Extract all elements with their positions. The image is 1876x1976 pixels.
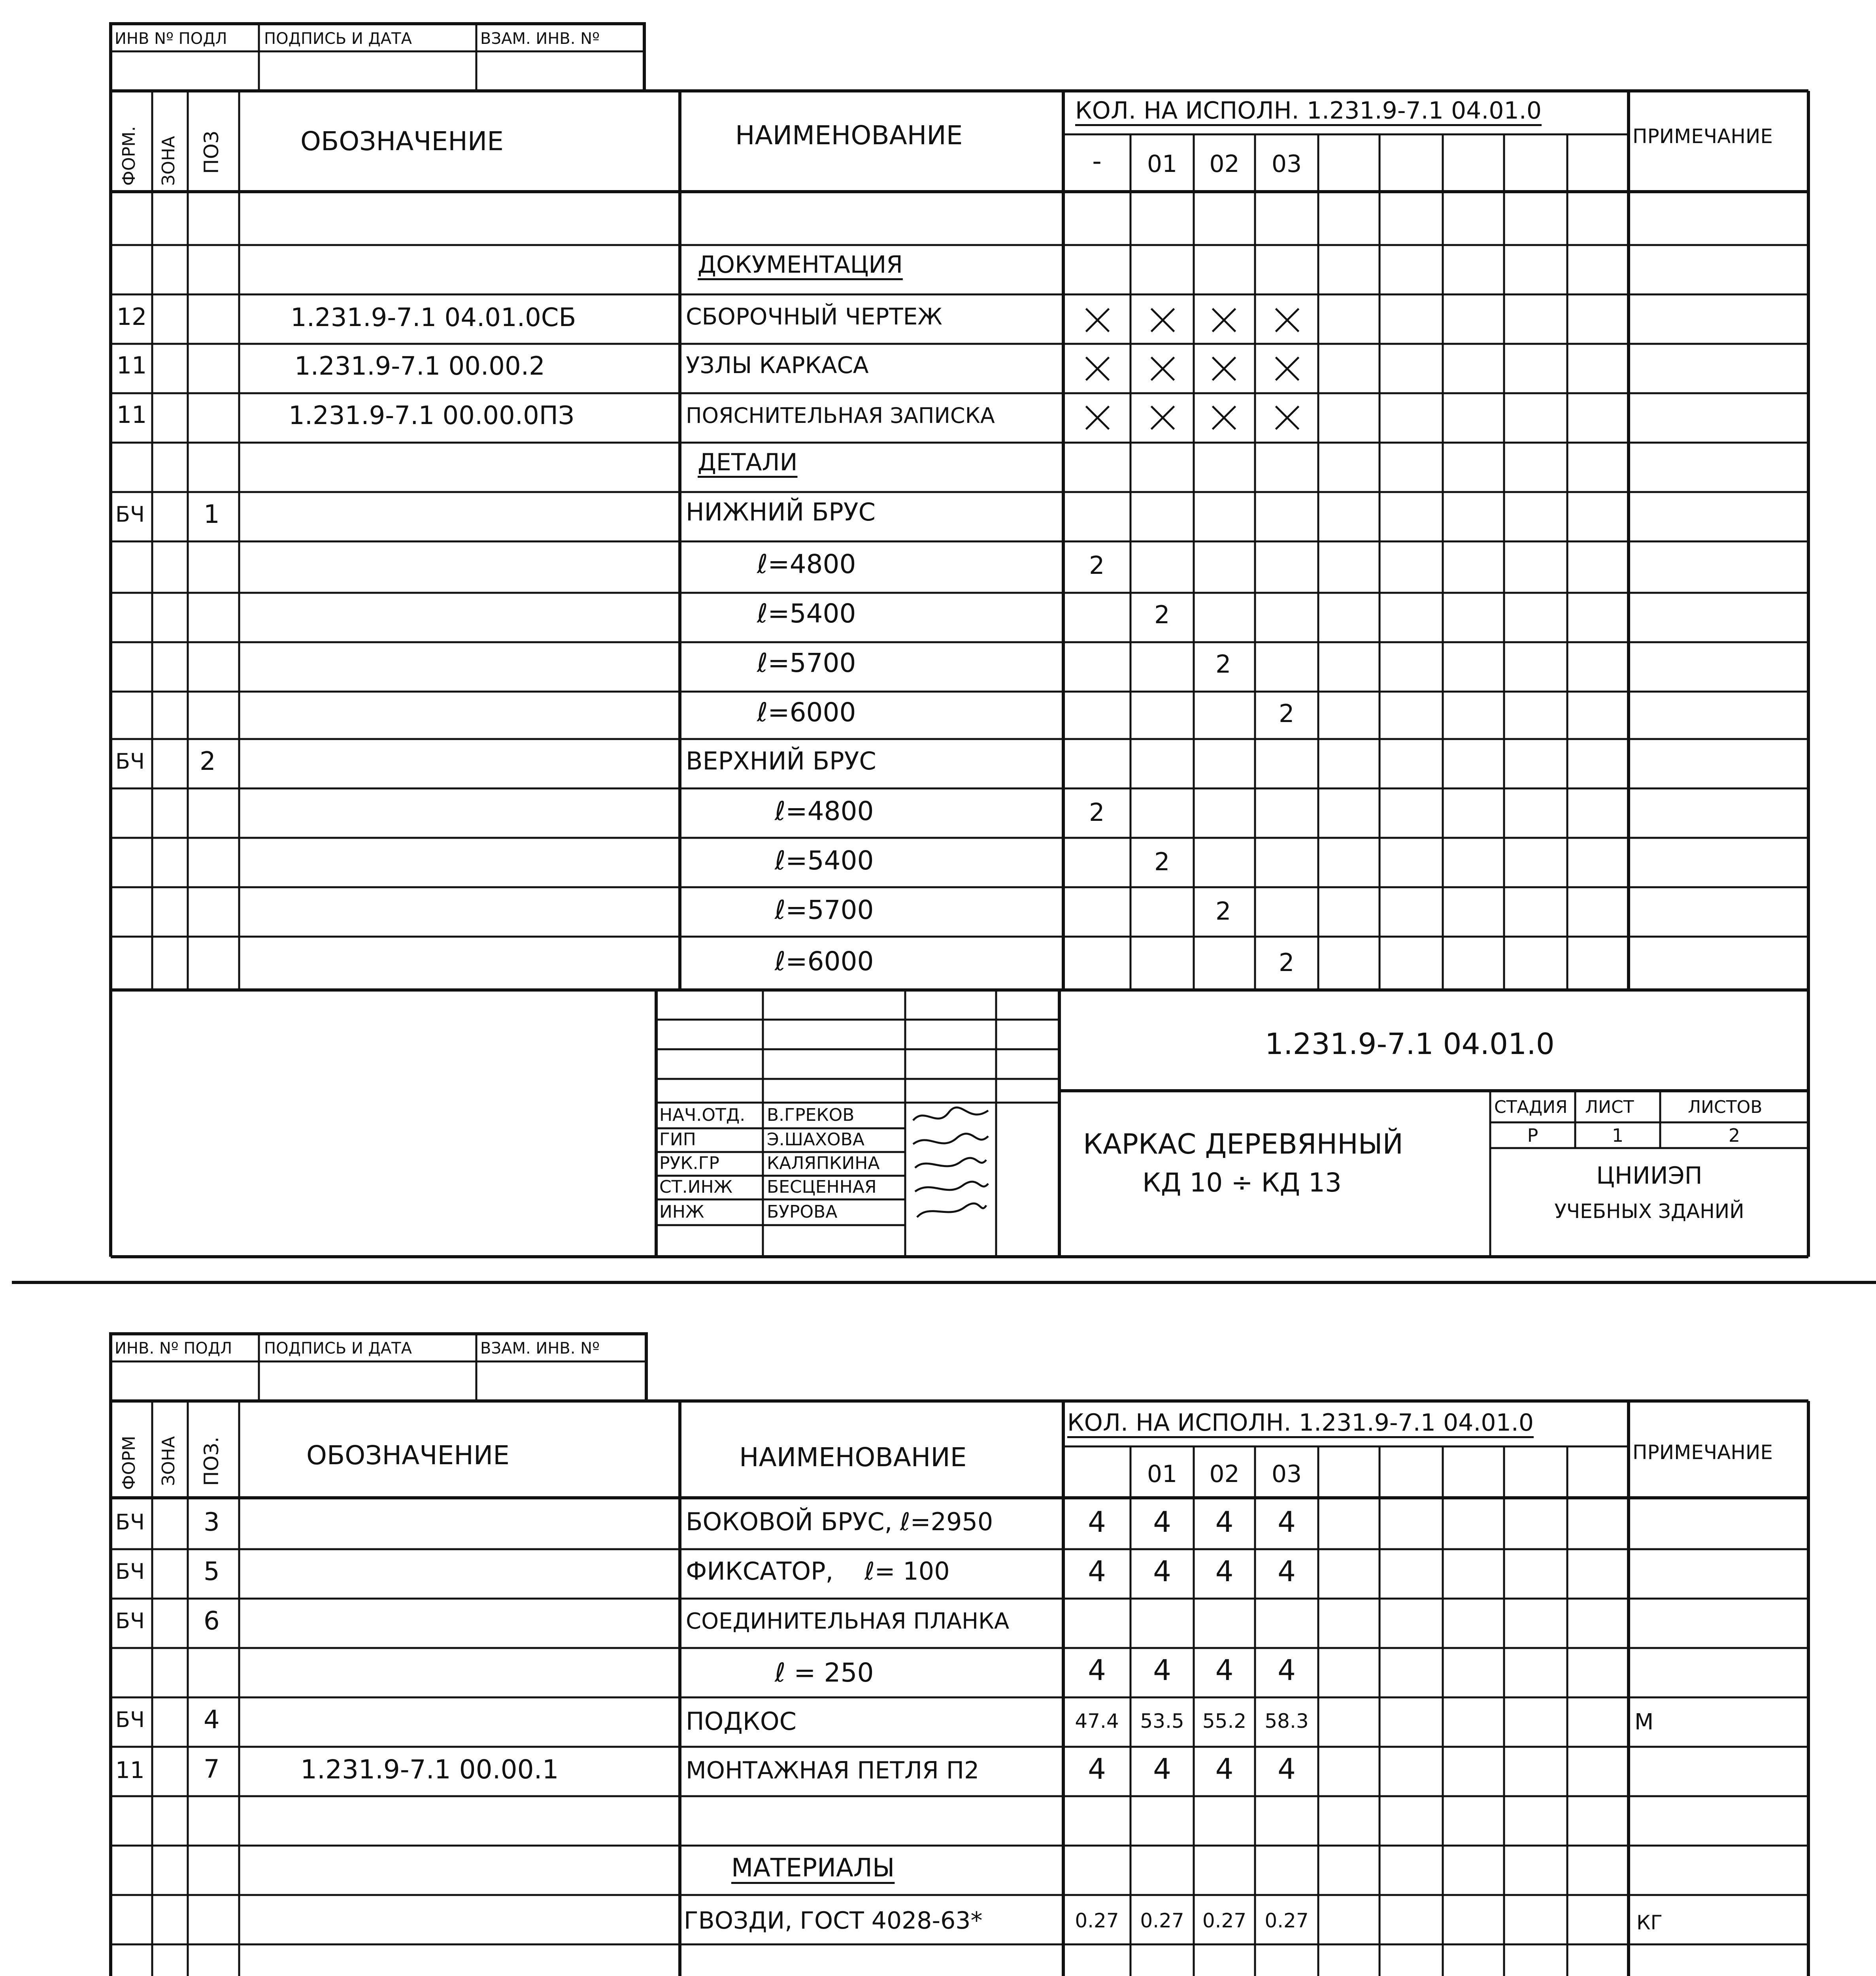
qty-value: 2 <box>1089 551 1105 580</box>
tb-role: НАЧ.ОТД. <box>659 1105 745 1125</box>
doc-row-form: 12 <box>117 303 147 331</box>
row-qty: 55.2 <box>1202 1710 1247 1733</box>
row-poz: 5 <box>204 1557 220 1586</box>
sheets-value: 2 <box>1728 1125 1740 1146</box>
stamp-vzam-label: ВЗАМ. ИНВ. Nº <box>480 1339 600 1358</box>
part-length: ℓ=4800 <box>775 796 874 826</box>
row-qty: 4 <box>1153 1555 1171 1588</box>
header-name: НАИМЕНОВАНИЕ <box>735 120 963 151</box>
row-name: ФИКСАТОР, ℓ= 100 <box>686 1557 950 1586</box>
title-line-1: КАРКАС ДЕРЕВЯННЫЙ <box>1083 1128 1403 1160</box>
row-qty: 4 <box>1088 1654 1106 1687</box>
row-qty: 4 <box>1088 1555 1106 1588</box>
row-name: ℓ = 250 <box>775 1657 874 1688</box>
row-name: СОЕДИНИТЕЛЬНАЯ ПЛАНКА <box>686 1608 1010 1634</box>
row-poz: 4 <box>204 1705 220 1735</box>
qty-value: 2 <box>1279 948 1295 977</box>
part-length: ℓ=6000 <box>757 697 856 728</box>
doc-row-form: 11 <box>117 401 147 429</box>
row-qty: 4 <box>1088 1505 1106 1539</box>
row-form: БЧ <box>115 1707 145 1732</box>
tb-role: РУК.ГР <box>659 1153 719 1173</box>
row-qty: 4 <box>1278 1505 1296 1539</box>
row-qty: 53.5 <box>1140 1710 1184 1733</box>
header-zona: ЗОНА <box>159 1436 179 1486</box>
tb-role: ИНЖ <box>659 1202 704 1222</box>
material-qty: 0.27 <box>1202 1909 1247 1932</box>
section-materials: МАТЕРИАЛЫ <box>731 1853 895 1883</box>
row-note: М <box>1634 1709 1654 1735</box>
sheets-label: ЛИСТОВ <box>1688 1097 1763 1117</box>
row-qty: 4 <box>1153 1752 1171 1786</box>
x-mark <box>1148 355 1176 383</box>
row-qty: 4 <box>1088 1752 1106 1786</box>
x-mark <box>1273 306 1300 334</box>
tb-name: БУРОВА <box>767 1202 838 1222</box>
row-qty: 58.3 <box>1265 1710 1309 1733</box>
title-block-code: 1.231.9-7.1 04.01.0 <box>1265 1027 1555 1061</box>
row-qty: 4 <box>1278 1654 1296 1687</box>
header-prim: ПРИМЕЧАНИЕ <box>1633 1441 1773 1464</box>
tb-name: В.ГРЕКОВ <box>767 1105 855 1125</box>
x-mark <box>1148 404 1176 432</box>
row-form: БЧ <box>115 1510 145 1535</box>
part-length: ℓ=5700 <box>775 895 874 925</box>
part-name: НИЖНИЙ БРУС <box>686 498 876 526</box>
row-form: 11 <box>115 1757 145 1784</box>
header-kol: КОЛ. НА ИСПОЛН. 1.231.9-7.1 04.01.0 <box>1075 97 1542 124</box>
doc-row-name: УЗЛЫ КАРКАСА <box>686 352 869 379</box>
variant-01: 01 <box>1147 1460 1178 1488</box>
row-poz: 6 <box>204 1606 220 1636</box>
row-name: ПОДКОС <box>686 1707 796 1736</box>
row-qty: 4 <box>1215 1752 1234 1786</box>
row-qty: 4 <box>1278 1555 1296 1588</box>
stamp-inv-label: ИНВ. Nº ПОДЛ <box>115 1339 232 1358</box>
variant-01: 01 <box>1147 150 1178 178</box>
tb-role: СТ.ИНЖ <box>659 1177 732 1197</box>
stamp-vzam-label: ВЗАМ. ИНВ. Nº <box>480 30 600 48</box>
row-poz: 7 <box>204 1755 220 1784</box>
header-form: ФОРМ <box>119 1435 139 1490</box>
row-name: МОНТАЖНАЯ ПЕТЛЯ П2 <box>686 1757 980 1784</box>
x-mark <box>1273 404 1300 432</box>
sheet-value: 1 <box>1612 1125 1624 1146</box>
header-name: НАИМЕНОВАНИЕ <box>739 1442 967 1473</box>
org-name-2: УЧЕБНЫХ ЗДАНИЙ <box>1554 1200 1744 1223</box>
material-qty: 0.27 <box>1265 1909 1309 1932</box>
tb-name: КАЛЯПКИНА <box>767 1153 880 1173</box>
doc-row-name: ПОЯСНИТЕЛЬНАЯ ЗАПИСКА <box>686 403 995 428</box>
stage-value: Р <box>1527 1125 1538 1146</box>
x-mark <box>1210 306 1237 334</box>
header-form: ФОРМ. <box>119 126 139 186</box>
header-poz: ПОЗ. <box>200 1437 223 1486</box>
stamp-sign-label: ПОДПИСЬ И ДАТА <box>264 30 412 48</box>
qty-value: 2 <box>1279 699 1295 728</box>
qty-value: 2 <box>1215 897 1231 926</box>
part-length: ℓ=5400 <box>775 845 874 876</box>
row-qty: 4 <box>1215 1555 1234 1588</box>
x-mark <box>1210 404 1237 432</box>
variant-02: 02 <box>1209 150 1240 178</box>
variant-03: 03 <box>1271 150 1302 178</box>
part-name: ВЕРХНИЙ БРУС <box>686 747 876 775</box>
stamp-sign-label: ПОДПИСЬ И ДАТА <box>264 1339 412 1358</box>
section-details: ДЕТАЛИ <box>698 449 798 476</box>
material-note: КГ <box>1636 1911 1663 1934</box>
row-qty: 4 <box>1278 1752 1296 1786</box>
material-name: ГВОЗДИ, ГОСТ 4028-63* <box>684 1907 983 1935</box>
variant-base: - <box>1092 146 1102 176</box>
header-zona: ЗОНА <box>159 136 179 186</box>
row-qty: 4 <box>1215 1654 1234 1687</box>
title-line-2: КД 10 ÷ КД 13 <box>1142 1167 1342 1198</box>
qty-value: 2 <box>1089 798 1105 827</box>
row-oboz: 1.231.9-7.1 00.00.1 <box>300 1754 559 1785</box>
tb-role: ГИП <box>659 1129 696 1150</box>
x-mark <box>1083 404 1111 432</box>
header-poz: ПОЗ <box>200 130 223 174</box>
doc-row-form: 11 <box>117 352 147 379</box>
part-length: ℓ=6000 <box>775 946 874 977</box>
row-form: БЧ <box>115 1608 145 1633</box>
qty-value: 2 <box>1215 650 1231 679</box>
part-length: ℓ=5700 <box>757 648 856 678</box>
part-length: ℓ=5400 <box>757 598 856 629</box>
doc-row-oboz: 1.231.9-7.1 04.01.0СБ <box>291 303 576 332</box>
header-prim: ПРИМЕЧАНИЕ <box>1633 125 1773 148</box>
doc-row-oboz: 1.231.9-7.1 00.00.2 <box>294 352 545 381</box>
part-poz: 1 <box>204 500 220 529</box>
material-qty: 0.27 <box>1075 1909 1119 1932</box>
material-qty: 0.27 <box>1140 1909 1184 1932</box>
header-oboz: ОБОЗНАЧЕНИЕ <box>306 1440 510 1471</box>
doc-row-name: СБОРОЧНЫЙ ЧЕРТЕЖ <box>686 303 942 330</box>
variant-02: 02 <box>1209 1460 1240 1488</box>
x-mark <box>1083 355 1111 383</box>
stamp-inv-label: ИНВ Nº ПОДЛ <box>115 30 227 48</box>
part-poz: 2 <box>200 747 216 776</box>
signature <box>909 1105 992 1223</box>
x-mark <box>1083 306 1111 334</box>
qty-value: 2 <box>1154 847 1170 876</box>
qty-value: 2 <box>1154 600 1170 629</box>
row-qty: 47.4 <box>1075 1710 1119 1733</box>
doc-row-oboz: 1.231.9-7.1 00.00.0ПЗ <box>289 401 574 430</box>
tb-name: БЕСЦЕННАЯ <box>767 1177 877 1197</box>
part-length: ℓ=4800 <box>757 549 856 579</box>
part-form: БЧ <box>115 749 145 774</box>
header-kol: КОЛ. НА ИСПОЛН. 1.231.9-7.1 04.01.0 <box>1067 1409 1534 1437</box>
section-documentation: ДОКУМЕНТАЦИЯ <box>698 251 903 279</box>
row-name: БОКОВОЙ БРУС, ℓ=2950 <box>686 1507 993 1536</box>
tb-name: Э.ШАХОВА <box>767 1129 864 1150</box>
row-form: БЧ <box>115 1559 145 1584</box>
header-oboz: ОБОЗНАЧЕНИЕ <box>300 126 504 156</box>
x-mark <box>1210 355 1237 383</box>
sheet-label: ЛИСТ <box>1585 1097 1634 1117</box>
stage-label: СТАДИЯ <box>1494 1097 1568 1117</box>
row-poz: 3 <box>204 1508 220 1537</box>
row-qty: 4 <box>1153 1654 1171 1687</box>
row-qty: 4 <box>1153 1505 1171 1539</box>
x-mark <box>1273 355 1300 383</box>
x-mark <box>1148 306 1176 334</box>
part-form: БЧ <box>115 502 145 527</box>
variant-03: 03 <box>1271 1460 1302 1488</box>
org-name: ЦНИИЭП <box>1596 1162 1702 1190</box>
row-qty: 4 <box>1215 1505 1234 1539</box>
